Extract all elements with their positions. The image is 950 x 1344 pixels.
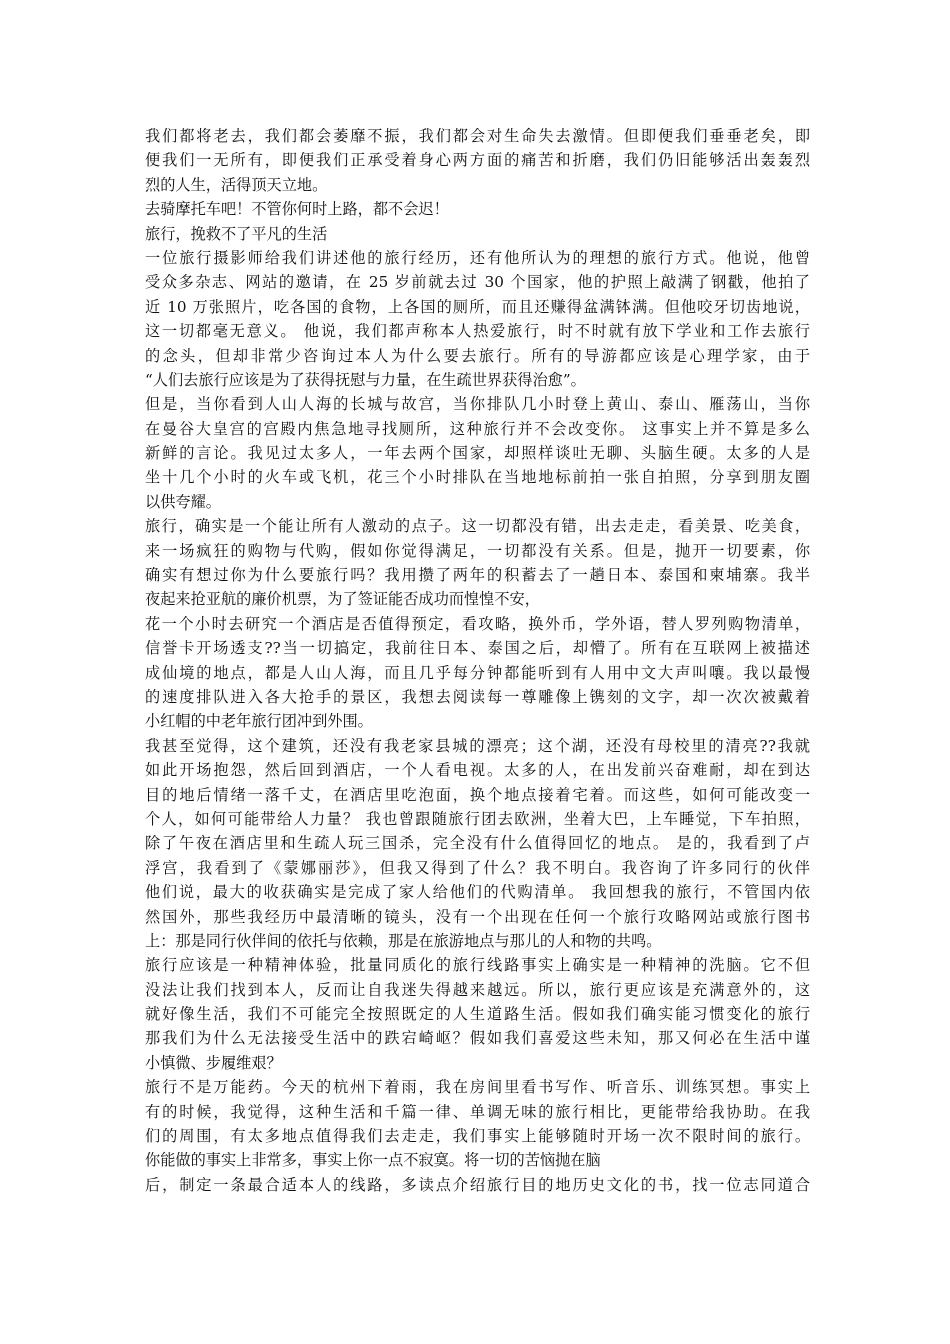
document-body [145, 124, 810, 1197]
paragraph-8 [145, 734, 810, 954]
text-line: 的速度排队进入各大抢手的景区，我想去阅读每一尊雕像上镌刻的文字，却一次次被戴着 [145, 687, 810, 706]
text-line: 小红帽的中老年旅行团冲到外围。 [145, 712, 373, 731]
text-line: 但是，当你看到人山人海的长城与故宫，当你排队几小时登上黄山、泰山、雁荡山，当你 [145, 395, 810, 414]
text-line: 新鲜的言论。我见过太多人，一年去两个国家，却照样谈吐无聊、头脑生硬。太多的人是 [145, 444, 810, 463]
paragraph-3-heading [145, 222, 810, 246]
paragraph-7 [145, 612, 810, 734]
text-line: 以供夸耀。 [145, 492, 221, 511]
paragraph-5 [145, 392, 810, 514]
text-line: 坐十几个小时的火车或飞机，花三个小时排队在当地地标前拍一张自拍照，分享到朋友圈 [145, 468, 810, 487]
text-line: 浮宫，我看到了《蒙娜丽莎》，但我又得到了什么？我不明白。我咨询了许多同行的伙伴 [145, 858, 810, 877]
text-line: 成仙境的地点，都是人山人海，而且几乎每分钟都能听到有人用中文大声叫嚷。我以最慢 [145, 663, 810, 682]
text-line: 个人，如何可能带给人力量？ 我也曾跟随旅行团去欧洲，坐着大巴，上车睡觉，下车拍照， [145, 809, 810, 828]
text-line: 花一个小时去研究一个酒店是否值得预定，看攻略，换外币，学外语，替人罗列购物清单， [145, 614, 810, 633]
text-line: 在曼谷大皇宫的宫殿内焦急地寻找厕所，这种旅行并不会改变你。 这事实上并不算是多么 [145, 419, 810, 438]
text-line: 便我们一无所有，即便我们正承受着身心两方面的痛苦和折磨，我们仍旧能够活出轰轰烈 [145, 151, 810, 170]
paragraph-9 [145, 953, 810, 1075]
text-line: 这一切都毫无意义。 他说，我们都声称本人热爱旅行，时不时就有放下学业和工作去旅行 [145, 322, 810, 341]
paragraph-1 [145, 124, 810, 197]
paragraph-2 [145, 197, 810, 221]
text-line: 那我们为什么无法接受生活中的跌宕崎岖？假如我们喜爱这些未知，那又何必在生活中谨 [145, 1029, 810, 1048]
text-line: 信誉卡开场透支??当一切搞定，我前往日本、泰国之后，却懵了。所有在互联网上被描述 [145, 639, 810, 658]
text-line: 夜起来抢亚航的廉价机票，为了签证能否成功而惶惶不安， [145, 590, 540, 609]
text-line: 旅行不是万能药。今天的杭州下着雨，我在房间里看书写作、听音乐、训练冥想。事实上 [145, 1078, 810, 1097]
text-line: 的念头，但却非常少咨询过本人为什么要去旅行。所有的导游都应该是心理学家，由于 [145, 346, 810, 365]
text-line: 受众多杂志、网站的邀请，在 25 岁前就去过 30 个国家，他的护照上敲满了钢戳，他拍了 [145, 273, 810, 292]
text-line: 没法让我们找到本人，反而让自我迷失得越来越远。所以，旅行更应该是充满意外的，这 [145, 980, 810, 999]
text-line: 你能做的事实上非常多，事实上你一点不寂寞。将一切的苦恼抛在脑 [145, 1151, 601, 1170]
text-line: 我甚至觉得，这个建筑，还没有我老家县城的漂亮；这个湖，还没有母校里的清亮??我就 [145, 736, 810, 755]
text-line: 烈的人生，活得顶天立地。 [145, 175, 328, 194]
text-line: 然国外，那些我经历中最清晰的镜头，没有一个出现在任何一个旅行攻略网站或旅行图书 [145, 907, 810, 926]
text-line: 我们都将老去，我们都会萎靡不振，我们都会对生命失去激情。但即便我们垂垂老矣，即 [145, 127, 810, 145]
paragraph-10 [145, 1075, 810, 1197]
text-line: 旅行应该是一种精神体验，批量同质化的旅行线路事实上确实是一种精神的洗脑。它不但 [145, 956, 810, 975]
text-line: 旅行，挽救不了平凡的生活 [145, 224, 328, 243]
text-line: 他们说，最大的收获确实是完成了家人给他们的代购清单。 我回想我的旅行，不管国内依 [145, 883, 810, 902]
text-line: 有的时候，我觉得，这种生活和千篇一律、单调无味的旅行相比，更能带给我协助。在我 [145, 1102, 810, 1121]
text-line: 一位旅行摄影师给我们讲述他的旅行经历，还有他所认为的理想的旅行方式。他说，他曾 [145, 248, 810, 267]
text-line: 就好像生活，我们不可能完全按照既定的人生道路生活。假如我们确实能习惯变化的旅行 [145, 1005, 810, 1024]
paragraph-4 [145, 246, 810, 392]
text-line: 如此开场抱怨，然后回到酒店，一个人看电视。太多的人，在出发前兴奋难耐，却在到达 [145, 761, 810, 780]
text-line: 来一场疯狂的购物与代购，假如你觉得满足，一切都没有关系。但是，抛开一切要素，你 [145, 541, 810, 560]
text-line: “人们去旅行应该是为了获得抚慰与力量，在生疏世界获得治愈”。 [145, 370, 586, 389]
text-line: 确实有想过你为什么要旅行吗？我用攒了两年的积蓄去了一趟日本、泰国和柬埔寨。我半 [145, 566, 810, 585]
text-line: 小慎微、步履维艰？ [145, 1053, 282, 1072]
text-line: 们的周围，有太多地点值得我们去走走，我们事实上能够随时开场一次不限时间的旅行。 [145, 1127, 810, 1146]
paragraph-6 [145, 514, 810, 612]
text-line: 去骑摩托车吧！不管你何时上路，都不会迟！ [145, 200, 449, 219]
text-line: 旅行，确实是一个能让所有人激动的点子。这一切都没有错，出去走走，看美景、吃美食， [145, 517, 810, 536]
text-line: 近 10 万张照片，吃各国的食物，上各国的厕所，而且还赚得盆满钵满。但他咬牙切齿地说， [145, 297, 810, 316]
text-line: 上：那是同行伙伴间的依托与依赖，那是在旅游地点与那儿的人和物的共鸣。 [145, 931, 662, 950]
text-line: 后，制定一条最合适本人的线路，多读点介绍旅行目的地历史文化的书，找一位志同道合 [145, 1175, 810, 1194]
text-line: 目的地后情绪一落千丈，在酒店里吃泡面，换个地点接着宅着。而这些，如何可能改变一 [145, 785, 810, 804]
text-line: 除了午夜在酒店里和生疏人玩三国杀，完全没有什么值得回忆的地点。 是的，我看到了卢 [145, 834, 810, 853]
